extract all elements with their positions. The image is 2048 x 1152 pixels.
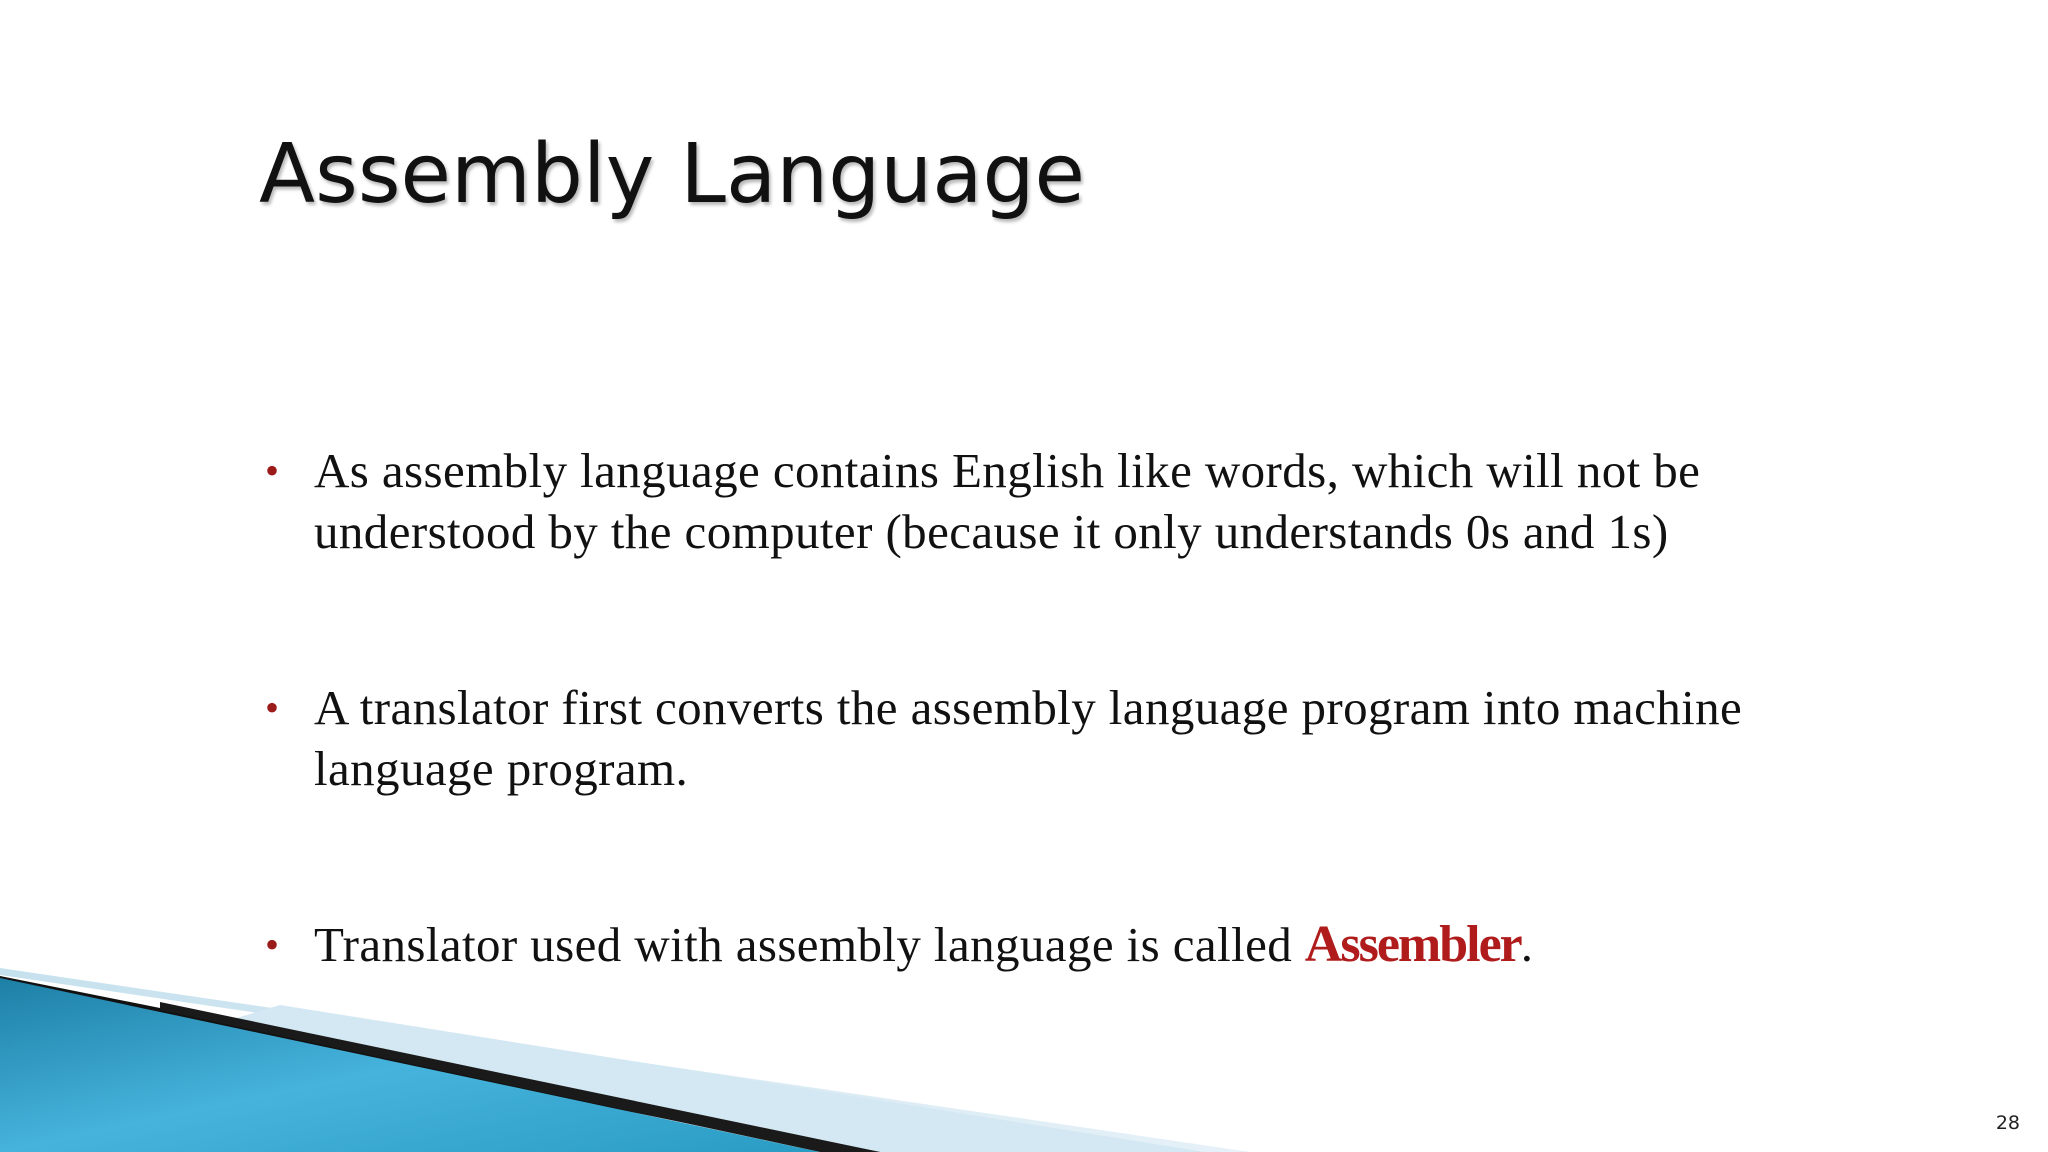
bullet-text: As assembly language contains English like words, which will not be understood by the computer (because it only understands 0s and 1s) (314, 443, 1701, 559)
assembler-highlight: Assembler (1304, 916, 1521, 973)
bullet-item (262, 440, 1902, 562)
slide-title: Assembly Language (259, 127, 1085, 222)
bullet-text: A translator first converts the assembly language program into machine language program. (314, 680, 1743, 796)
bullet-item (262, 914, 1902, 975)
bullet-text-end: . (1520, 917, 1534, 972)
bullet-item (262, 677, 1902, 799)
bullet-icon: • (265, 448, 280, 493)
bullet-icon: • (265, 922, 280, 967)
page-number: 28 (1995, 1112, 2020, 1134)
bullet-icon: • (265, 685, 280, 730)
bullet-list (262, 440, 1902, 975)
bullet-text: Translator used with assembly language is called (314, 917, 1305, 972)
